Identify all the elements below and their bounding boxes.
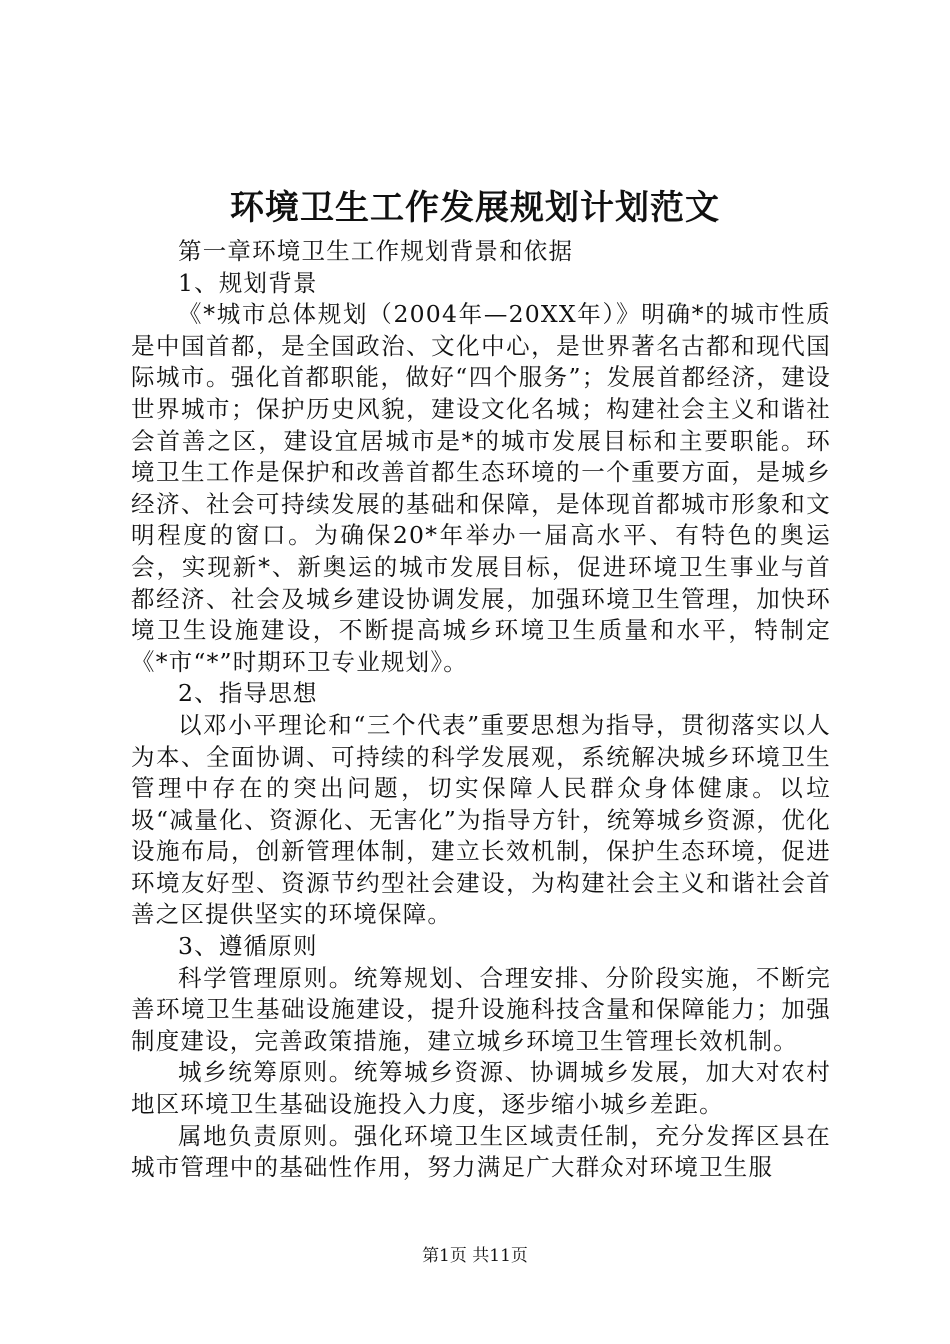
section-heading-guiding-ideology: 2、指导思想 [178,679,318,708]
section-heading-background: 1、规划背景 [178,268,318,297]
page-footer: 第1页 共11页 [422,1246,528,1266]
section-heading-principles: 3、遵循原则 [178,932,318,961]
paragraph-background: 《*城市总体规划（2004年—20XX年）》明确*的城市性质是中国首都，是全国政治、文化中心，是世界著名古都和现代国际城市。强化首都职能，做好“四个服务”；发展首都经济，建设世界城市；保护历史风貌，建设文化名城；构建社会主义和谐社会首善之区，建设宜居城市是*的城市发展目标和主要职能。环境卫生工作是保护和改善首都生态环境的一个重要方面，是城乡经济、社会可持续发展的基础和保障，是体现首都城市形象和文明程度的窗口。为确保20*年举办一届高水平、有特色的奥运会，实现新*、新奥运的城市发展目标，促进环境卫生事业与首都经济、社会及城乡建设协调发展，加强环境卫生管理，加快环境卫生设施建设，不断提高城乡环境卫生质量和水平，特制定《*市“*”时期环卫专业规划》。 [131,300,831,676]
paragraph-principle-scientific-management: 科学管理原则。统筹规划、合理安排、分阶段实施，不断完善环境卫生基础设施建设，提升设施科技含量和保障能力；加强制度建设，完善政策措施，建立城乡环境卫生管理长效机制。 [131,963,831,1055]
chapter-heading: 第一章环境卫生工作规划背景和依据 [178,237,574,265]
document-body [131,236,831,1184]
paragraph-principle-urban-rural: 城乡统筹原则。统筹城乡资源、协调城乡发展，加大对农村地区环境卫生基础设施投入力度，逐步缩小城乡差距。 [131,1058,831,1119]
document-title: 环境卫生工作发展规划计划范文 [230,188,720,228]
paragraph-guiding-ideology: 以邓小平理论和“三个代表”重要思想为指导，贯彻落实以人为本、全面协调、可持续的科学发展观，系统解决城乡环境卫生管理中存在的突出问题，切实保障人民群众身体健康。以垃圾“减量化、资源化、无害化”为指导方针，统筹城乡资源，优化设施布局，创新管理体制，建立长效机制，保护生态环境，促进环境友好型、资源节约型社会建设，为构建社会主义和谐社会首善之区提供坚实的环境保障。 [131,710,831,929]
paragraph-principle-territorial: 属地负责原则。强化环境卫生区域责任制，充分发挥区县在城市管理中的基础性作用，努力满足广大群众对环境卫生服 [131,1121,831,1182]
